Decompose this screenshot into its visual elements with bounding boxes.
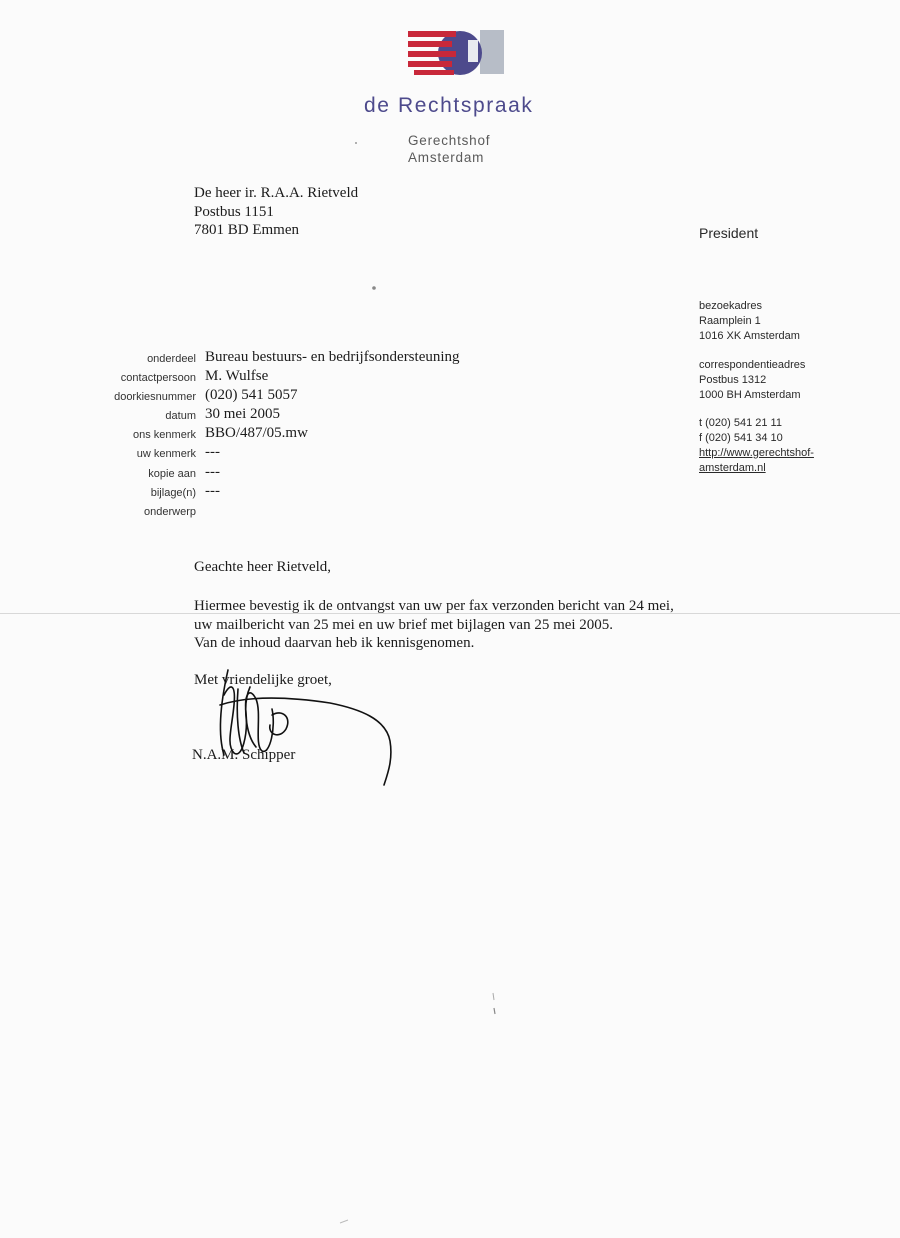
court-name-line1: Gerechtshof xyxy=(408,133,491,148)
court-name xyxy=(408,132,490,166)
website-link-line2[interactable]: amsterdam.nl xyxy=(699,462,766,474)
addressee-po-box: Postbus 1151 xyxy=(194,203,274,220)
reference-values xyxy=(205,348,460,520)
reference-labels xyxy=(60,350,196,522)
contact-details xyxy=(699,416,814,476)
handwritten-signature-icon xyxy=(190,665,410,790)
meta-label: datum xyxy=(165,410,196,423)
meta-value-your-ref: --- xyxy=(205,444,220,461)
website-link-line1[interactable]: http://www.gerechtshof- xyxy=(699,447,814,459)
meta-label: ons kenmerk xyxy=(133,429,196,442)
meta-value-attachments: --- xyxy=(205,482,220,499)
addressee-name: De heer ir. R.A.A. Rietveld xyxy=(194,185,359,201)
closing: Met vriendelijke groet, xyxy=(194,672,332,688)
body-line: uw mailbericht van 25 mei en uw brief met bijlagen van 25 mei 2005. xyxy=(194,616,614,633)
meta-value-subject xyxy=(205,501,460,520)
visit-address-label: bezoekadres xyxy=(699,300,762,312)
meta-label: onderdeel xyxy=(147,353,196,365)
salutation: Geachte heer Rietveld, xyxy=(194,559,332,575)
meta-label: kopie aan xyxy=(148,467,196,480)
meta-label: doorkiesnummer xyxy=(114,391,196,404)
rechtspraak-logo-icon xyxy=(408,28,506,78)
letter-body xyxy=(194,597,674,653)
meta-value-our-ref: BBO/487/05.mw xyxy=(205,425,308,442)
correspondence-label: correspondentieadres xyxy=(699,359,806,371)
addressee-block xyxy=(194,184,358,240)
addressee-city: 7801 BD Emmen xyxy=(194,222,299,238)
correspondence-city: 1000 BH Amsterdam xyxy=(699,389,801,401)
court-name-line2: Amsterdam xyxy=(408,150,485,165)
body-line: Van de inhoud daarvan heb ik kennisgenomen. xyxy=(194,635,475,651)
correspondence-po-box: Postbus 1312 xyxy=(699,374,767,386)
meta-value-direct-line: (020) 541 5057 xyxy=(205,387,298,404)
sender-role: President xyxy=(699,225,759,241)
fax-number: f (020) 541 34 10 xyxy=(699,432,783,444)
signer-name: N.A.M. Schipper xyxy=(192,747,296,763)
visit-address-street: Raamplein 1 xyxy=(699,315,761,327)
meta-value-date: 30 mei 2005 xyxy=(205,406,280,423)
brand-name: de Rechtspraak xyxy=(364,94,534,117)
meta-label: uw kenmerk xyxy=(136,448,196,461)
correspondence-address xyxy=(699,358,805,403)
meta-value-copy-to: --- xyxy=(205,463,220,480)
meta-label: contactpersoon xyxy=(120,372,196,385)
visit-address xyxy=(699,299,800,344)
meta-value-department: Bureau bestuurs- en bedrijfsondersteuning xyxy=(205,349,460,365)
meta-value-contact: M. Wulfse xyxy=(205,368,269,385)
phone-number: t (020) 541 21 11 xyxy=(699,417,782,429)
visit-address-city: 1016 XK Amsterdam xyxy=(699,330,800,342)
body-line: Hiermee bevestig ik de ontvangst van uw per fax verzonden bericht van 24 mei, xyxy=(194,598,674,614)
meta-label: bijlage(n) xyxy=(150,486,196,499)
meta-label: onderwerp xyxy=(144,505,196,518)
